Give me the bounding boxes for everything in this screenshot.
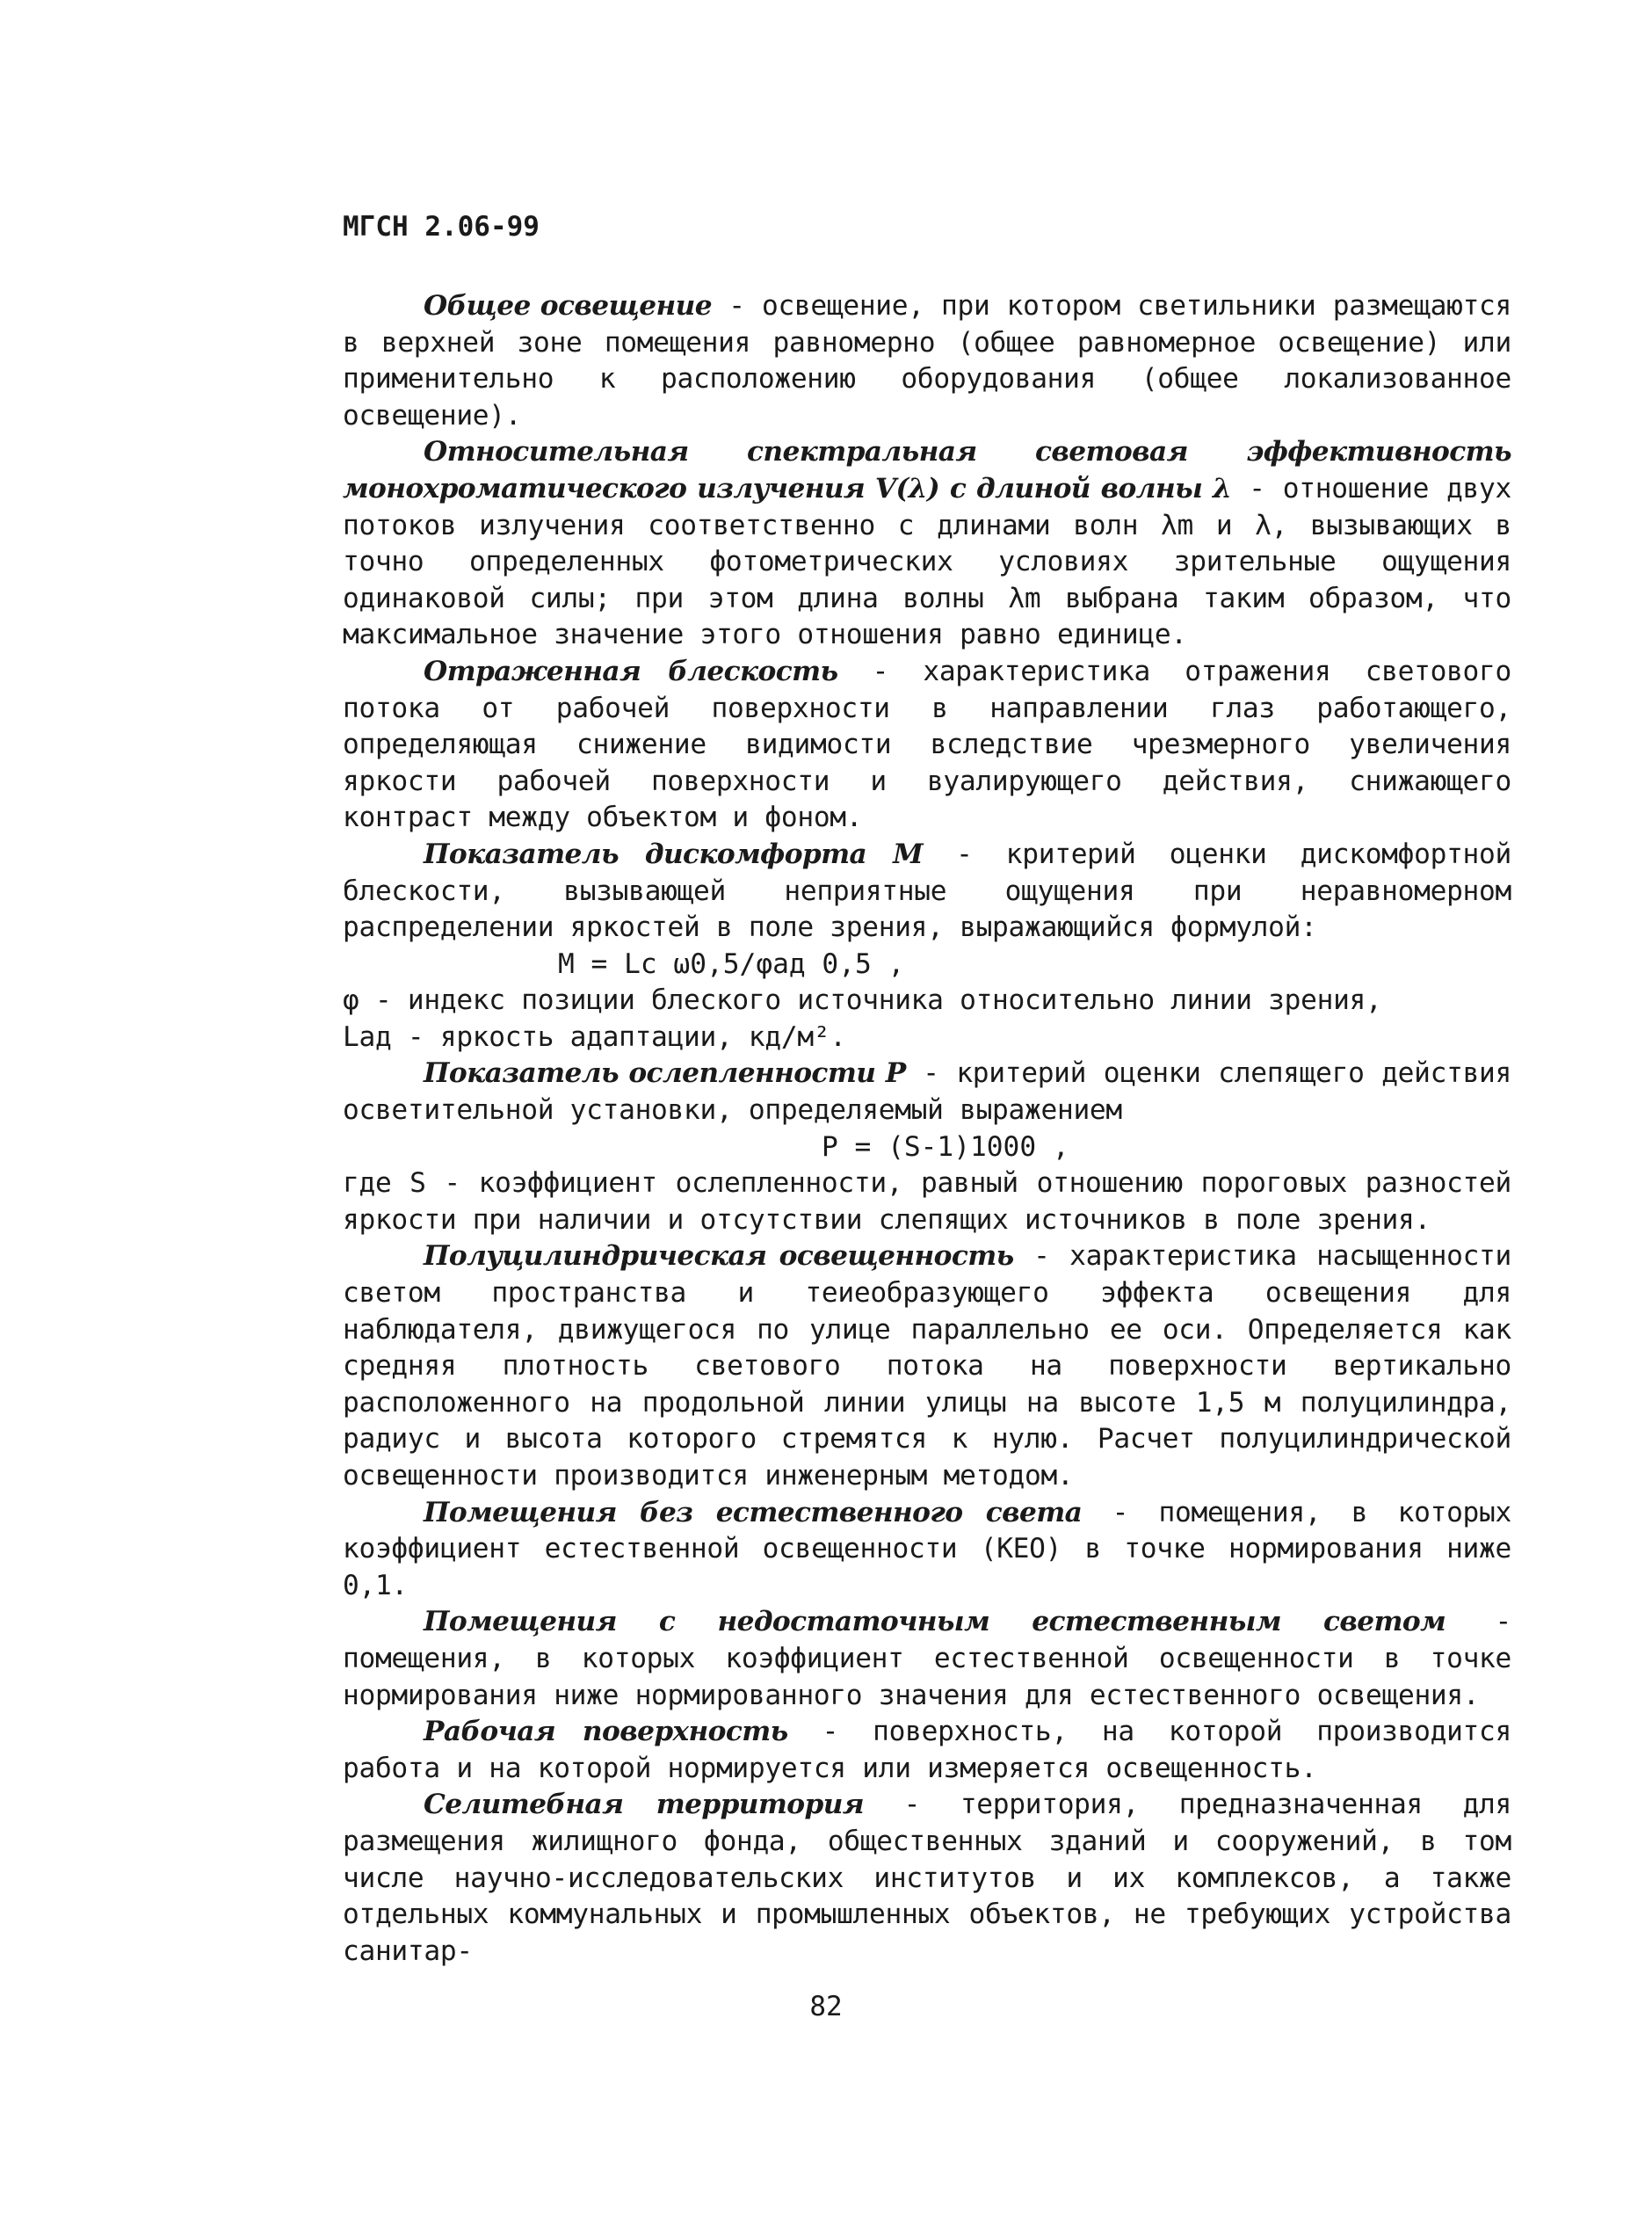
term: Полуцилиндрическая освещенность [424, 1240, 1014, 1273]
term: Помещения с недостаточным естественным светом [424, 1606, 1446, 1638]
definition-rooms-without-daylight [343, 1495, 1511, 1605]
term: Относительная спектральная световая эффективность монохроматического излучения V(λ) с длиной волны λ [343, 436, 1511, 505]
definition-text: - критерий оценки слепящего действия осветительной установки, определяемый выражением [343, 1057, 1511, 1127]
lad-explanation: Lад - яркость адаптации, кд/м². [343, 1020, 846, 1053]
term: Отраженная блескость [424, 655, 838, 687]
definition-discomfort-index [343, 837, 1511, 947]
formula-glare: P = (S-1)1000 , [822, 1130, 1069, 1163]
definition-text: - критерий оценки дискомфортной блескости, вызывающей неприятные ощущения при неравномерном распределении яркостей в поле зрения, выражающийся формулой: [343, 838, 1511, 944]
definition-text: - отношение двух потоков излучения соответственно с длинами волн λm и λ, вызывающих в точно определенных фотометрических условиях зрительные ощущения одинаковой силы; при этом длина волны λm выбрана таким образом, что максимальное значение этого отношения равно единице. [343, 472, 1511, 651]
formula-discomfort: M = Lc ω0,5/φад 0,5 , [558, 947, 905, 980]
definition-text: - характеристика насыщенности светом пространства и теиеобразующего эффекта освещения для наблюдателя, движущегося по улице параллельно ее оси. Определяется как средняя плотность светового потока на поверхности вертикально расположенного на продольной линии улицы на высоте 1,5 м полуцилиндра, радиус и высота которого стремятся к нулю. Расчет полуцилиндрической освещенности производится инженерным методом. [343, 1240, 1511, 1492]
definition-general-lighting [343, 288, 1511, 434]
definition-reflected-glare [343, 654, 1511, 837]
definition-residential-territory [343, 1787, 1511, 1970]
term: Селитебная территория [424, 1789, 864, 1821]
document-page [343, 211, 1511, 1970]
definition-rooms-insufficient-daylight [343, 1604, 1511, 1714]
term: Общее освещение [424, 290, 712, 322]
definition-text: - освещение, при котором светильники размещаются в верхней зоне помещения равномерно (общее равномерное освещение) или применительно к расположению оборудования (общее локализованное освещение). [343, 290, 1511, 432]
definition-text: - характеристика отражения светового потока от рабочей поверхности в направлении глаз работающего, определяющая снижение видимости вследствие чрезмерного увеличения яркости рабочей поверхности и вуалирующего действия, снижающего контраст между объектом и фоном. [343, 655, 1511, 834]
term: Помещения без естественного света [424, 1496, 1083, 1528]
definition-spectral-efficiency [343, 434, 1511, 654]
definition-text: - помещения, в которых коэффициент естественной освещенности (КЕО) в точке нормирования ниже 0,1. [343, 1496, 1511, 1601]
phi-explanation: φ - индекс позиции блеского источника относительно линии зрения, [343, 984, 1382, 1017]
page-number: 82 [809, 1991, 843, 2022]
term: Показатель ослепленности Р [424, 1057, 906, 1090]
document-header: МГСН 2.06-99 [343, 211, 540, 243]
definition-glare-index [343, 1056, 1511, 1129]
definition-text: - поверхность, на которой производится работа и на которой нормируется или измеряется освещенность. [343, 1716, 1511, 1784]
definition-text: - помещения, в которых коэффициент естественной освещенности в точке нормирования ниже нормированного значения для естественного освещения. [343, 1606, 1511, 1711]
term: Рабочая поверхность [424, 1716, 788, 1748]
glare-note: где S - коэффициент ослепленности, равный отношению пороговых разностей яркости при наличии и отсутствии слепящих источников в поле зрения. [343, 1167, 1511, 1236]
definition-working-surface [343, 1714, 1511, 1787]
definition-semicylindrical-illuminance [343, 1238, 1511, 1494]
term: Показатель дискомфорта М [424, 838, 923, 870]
definition-text: - территория, предназначенная для размещения жилищного фонда, общественных зданий и сооружений, в том числе научно-исследовательских институтов и их комплексов, а также отдельных коммунальных и промышленных объектов, не требующих устройства санитар- [343, 1789, 1511, 1967]
